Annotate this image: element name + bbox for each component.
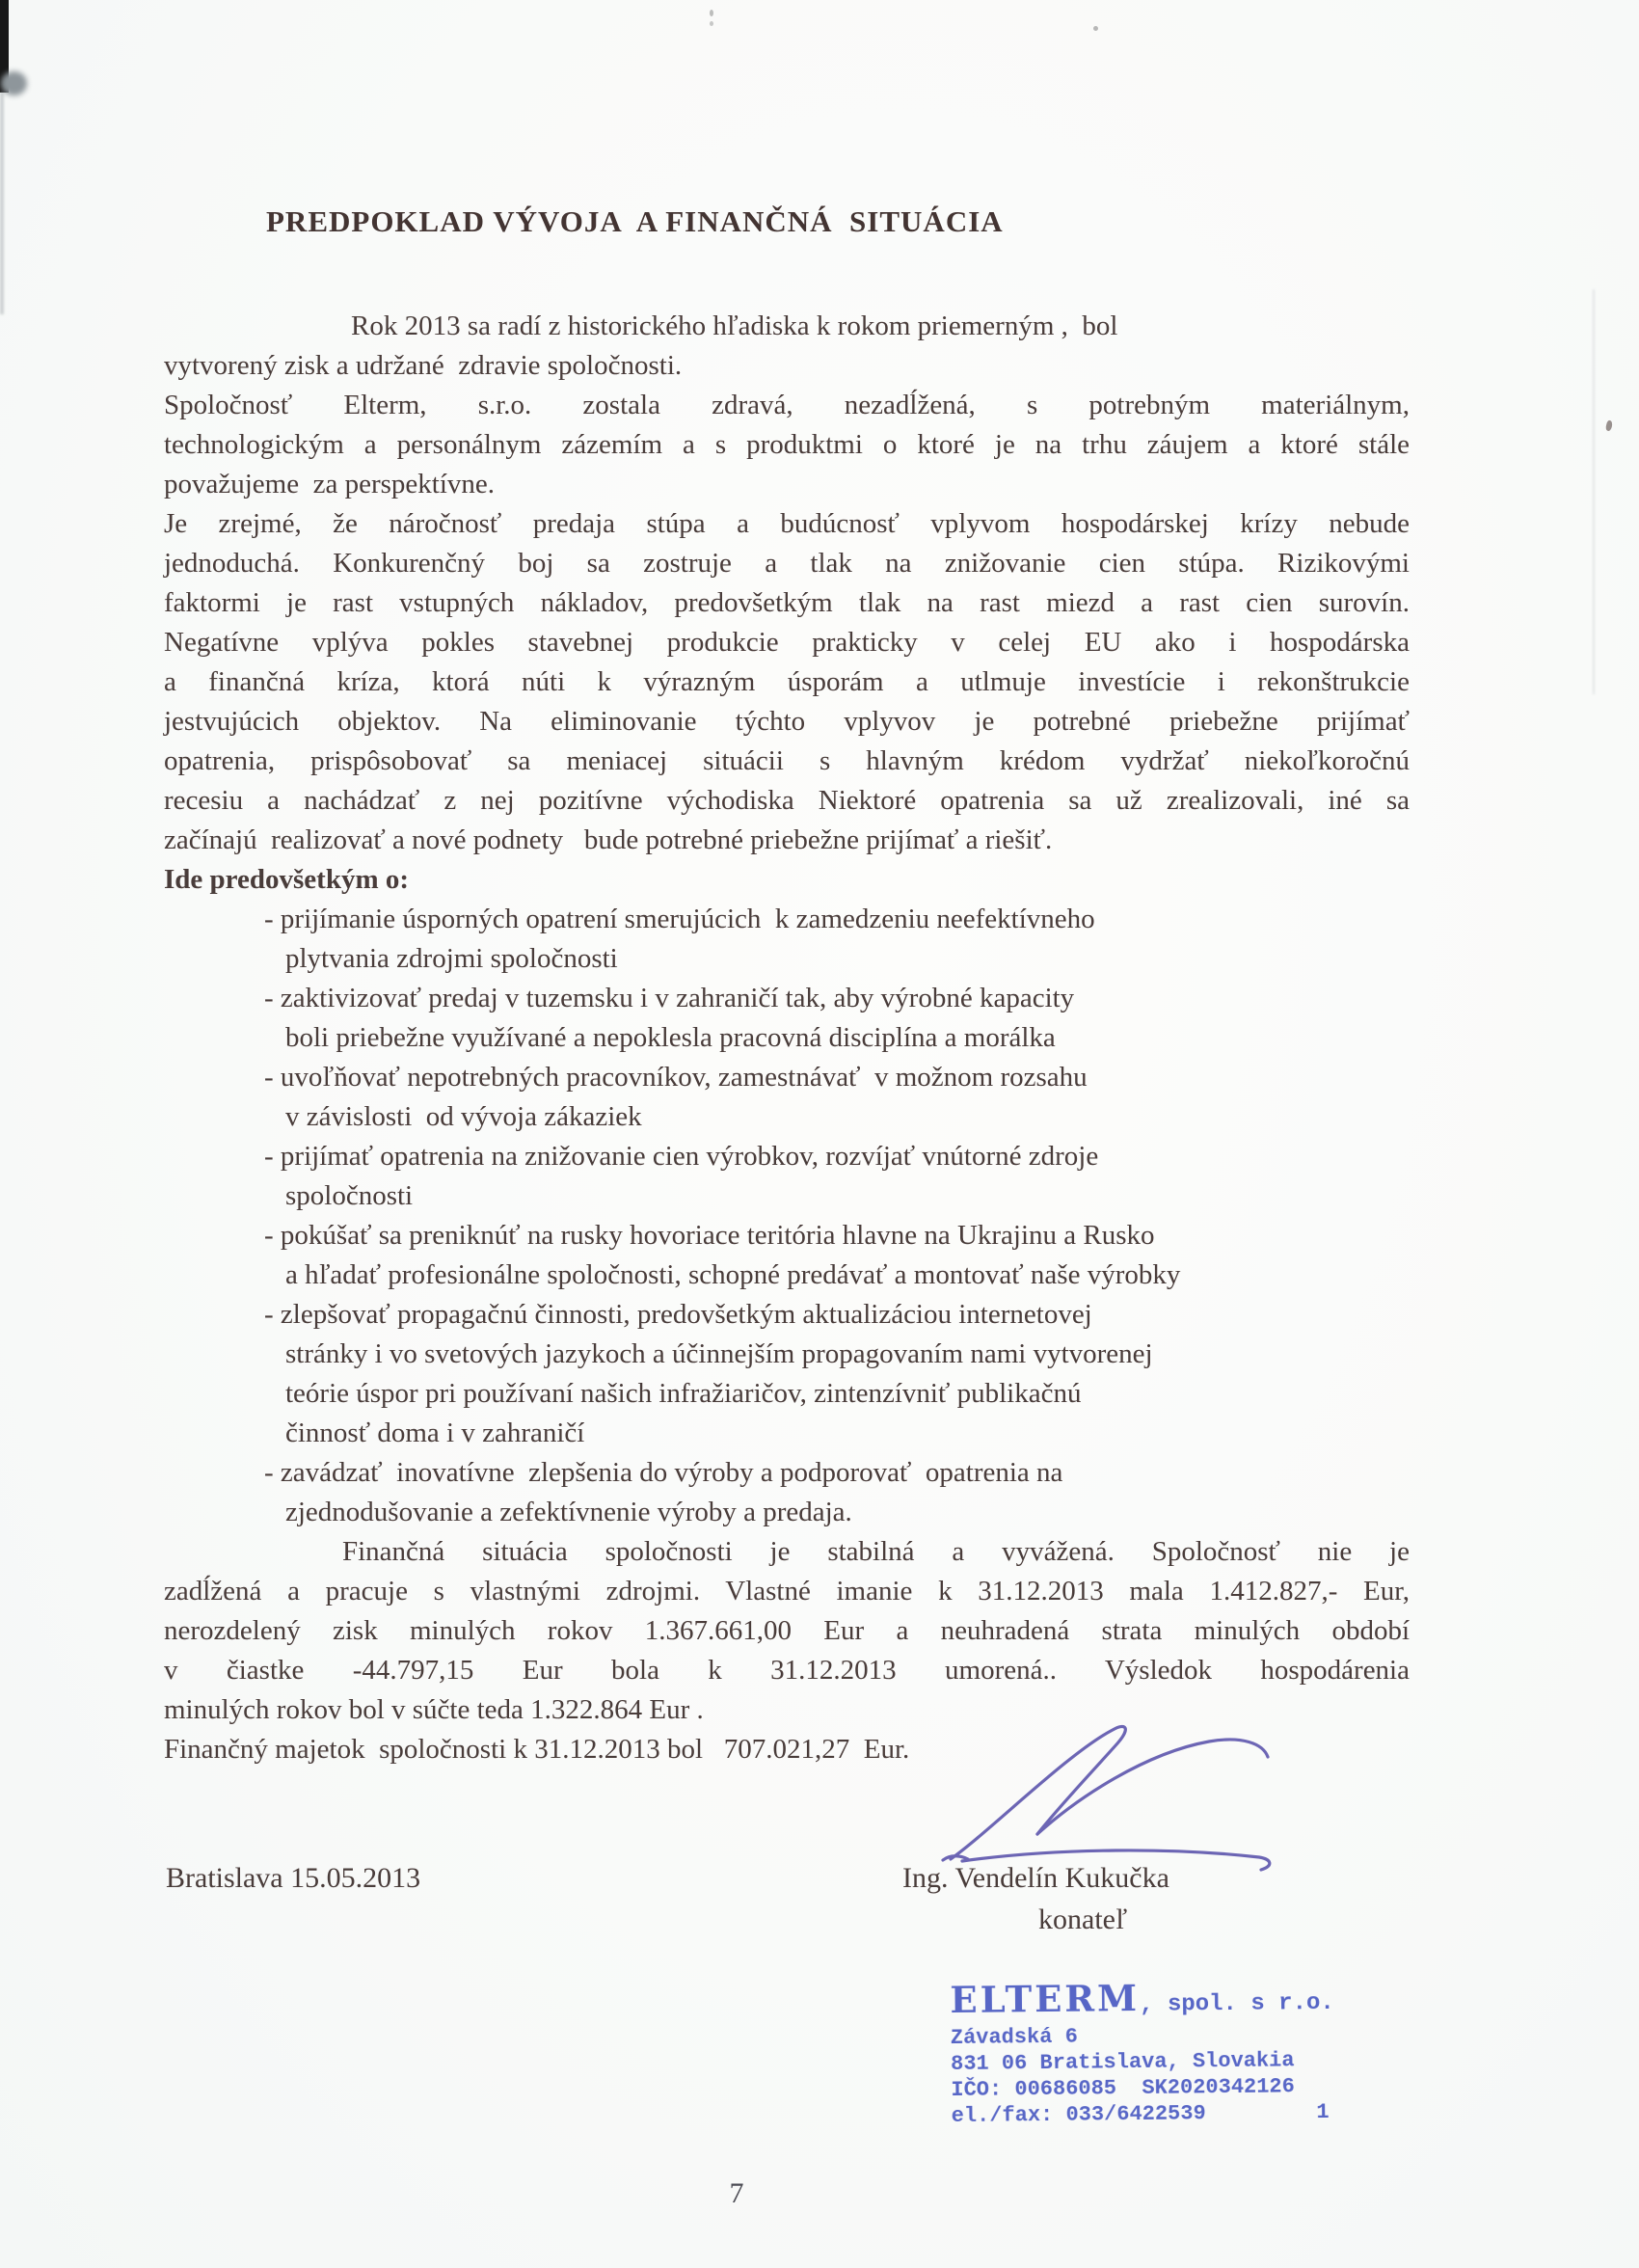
signatory-role: konateľ — [1038, 1904, 1128, 1935]
stamp-phone: el./fax: 033/6422539 — [951, 2101, 1206, 2129]
text-line: opatrenia, prispôsobovať sa meniacej situácii s hlavným krédom vydržať niekoľkoročnú — [164, 745, 1410, 776]
stamp-company-suffix: , spol. s r.o. — [1139, 1989, 1334, 2018]
text-line: jestvujúcich objektov. Na eliminovanie týchto vplyvov je potrebné priebežne prijímať — [164, 706, 1410, 737]
stamp-city: 831 06 Bratislava, Slovakia — [950, 2048, 1295, 2077]
text-line: považujeme za perspektívne. — [164, 469, 496, 500]
text-line: činnosť doma i v zahraničí — [285, 1418, 585, 1448]
text-line: - zavádzať inovatívne zlepšenia do výroby a podporovať opatrenia na — [264, 1457, 1063, 1488]
text-line: stránky i vo svetových jazykoch a účinnejším propagovaním nami vytvorenej — [285, 1338, 1153, 1369]
text-line: recesiu a nachádzať z nej pozitívne východiska Niektoré opatrenia sa už zrealizovali, iné sa — [164, 785, 1410, 816]
scan-speck — [710, 21, 713, 26]
text-line: zadĺžená a pracuje s vlastnými zdrojmi. Vlastné imanie k 31.12.2013 mala 1.412.827,- Eur, — [164, 1576, 1410, 1606]
text-line: - prijímanie úsporných opatrení smerujúcich k zamedzeniu neefektívneho — [264, 904, 1095, 934]
text-line: Finančná situácia spoločnosti je stabilná a vyvážená. Spoločnosť nie je — [342, 1536, 1410, 1567]
text-line: a hľadať profesionálne spoločnosti, schopné predávať a montovať naše výrobky — [285, 1259, 1181, 1290]
text-line: Rok 2013 sa radí z historického hľadiska k rokom priemerným , bol — [351, 310, 1118, 341]
text-line: minulých rokov bol v súčte teda 1.322.864 Eur . — [164, 1694, 704, 1725]
scan-fold-line — [1593, 289, 1595, 694]
text-line: Spoločnosť Elterm, s.r.o. zostala zdravá, nezadĺžená, s potrebným materiálnym, — [164, 390, 1410, 420]
text-line: - uvoľňovať nepotrebných pracovníkov, zamestnávať v možnom rozsahu — [264, 1062, 1088, 1093]
text-line: - zlepšovať propagačnú činnosti, predovšetkým aktualizáciou internetovej — [264, 1299, 1092, 1330]
stamp-company-name: ELTERM — [950, 1976, 1141, 2022]
stamp-phone-line — [952, 2099, 1330, 2129]
text-line: Je zrejmé, že náročnosť predaja stúpa a budúcnosť vplyvom hospodárskej krízy nebude — [164, 508, 1410, 539]
text-line: Ide predovšetkým o: — [164, 864, 410, 895]
signatory-name: Ing. Vendelín Kukučka — [902, 1862, 1169, 1894]
document-body — [164, 307, 1410, 1769]
text-line: v závislosti od vývoja zákaziek — [285, 1101, 642, 1132]
scan-speck — [1605, 419, 1613, 431]
company-stamp — [950, 1975, 1334, 2129]
text-line: technologickým a personálnym zázemím a s produktmi o ktoré je na trhu záujem a ktoré stále — [164, 429, 1410, 460]
stamp-number: 1 — [1316, 2099, 1330, 2125]
text-line: Finančný majetok spoločnosti k 31.12.2013 bol 707.021,27 Eur. — [164, 1734, 910, 1765]
stamp-registration: IČO: 00686085 SK2020342126 — [951, 2074, 1295, 2103]
text-line: zjednodušovanie a zefektívnenie výroby a predaja. — [285, 1497, 852, 1527]
text-line: faktormi je rast vstupných nákladov, predovšetkým tlak na rast miezd a rast cien surovín. — [164, 587, 1410, 618]
document-title: PREDPOKLAD VÝVOJA A FINANČNÁ SITUÁCIA — [266, 204, 1004, 238]
text-line: vytvorený zisk a udržané zdravie spoločnosti. — [164, 350, 683, 381]
text-line: jednoduchá. Konkurenčný boj sa zostruje a tlak na znižovanie cien stúpa. Rizikovými — [164, 548, 1410, 579]
stamp-street: Závadská 6 — [950, 2024, 1078, 2051]
scan-strip-artifact — [0, 93, 4, 314]
text-line: - pokúšať sa preniknúť na rusky hovoriace teritória hlavne na Ukrajinu a Rusko — [264, 1220, 1155, 1251]
place-date: Bratislava 15.05.2013 — [166, 1862, 421, 1894]
text-line: spoločnosti — [285, 1180, 414, 1211]
text-line: - zaktivizovať predaj v tuzemsku i v zahraničí tak, aby výrobné kapacity — [264, 983, 1075, 1013]
text-line: boli priebežne využívané a nepoklesla pracovná disciplína a morálka — [285, 1022, 1056, 1053]
page-number: 7 — [729, 2177, 744, 2209]
text-line: nerozdelený zisk minulých rokov 1.367.661,00 Eur a neuhradená strata minulých období — [164, 1615, 1410, 1646]
scan-blob-artifact — [1, 71, 27, 95]
text-line: začínajú realizovať a nové podnety bude potrebné priebežne prijímať a riešiť. — [164, 824, 1053, 855]
scan-speck — [710, 10, 713, 16]
text-line: v čiastke -44.797,15 Eur bola k 31.12.2013 umorená.. Výsledok hospodárenia — [164, 1655, 1410, 1686]
text-line: Negatívne vplýva pokles stavebnej produkcie prakticky v celej EU ako i hospodárska — [164, 627, 1410, 658]
text-line: a finančná kríza, ktorá núti k výrazným úsporám a utlmuje investície i rekonštrukcie — [164, 666, 1410, 697]
text-line: plytvania zdrojmi spoločnosti — [285, 943, 618, 974]
text-line: teórie úspor pri používaní našich infražiaričov, zintenzívniť publikačnú — [285, 1378, 1082, 1409]
scan-speck — [1093, 26, 1098, 31]
text-line: - prijímať opatrenia na znižovanie cien výrobkov, rozvíjať vnútorné zdroje — [264, 1141, 1099, 1172]
stamp-company-line — [950, 1975, 1334, 2022]
